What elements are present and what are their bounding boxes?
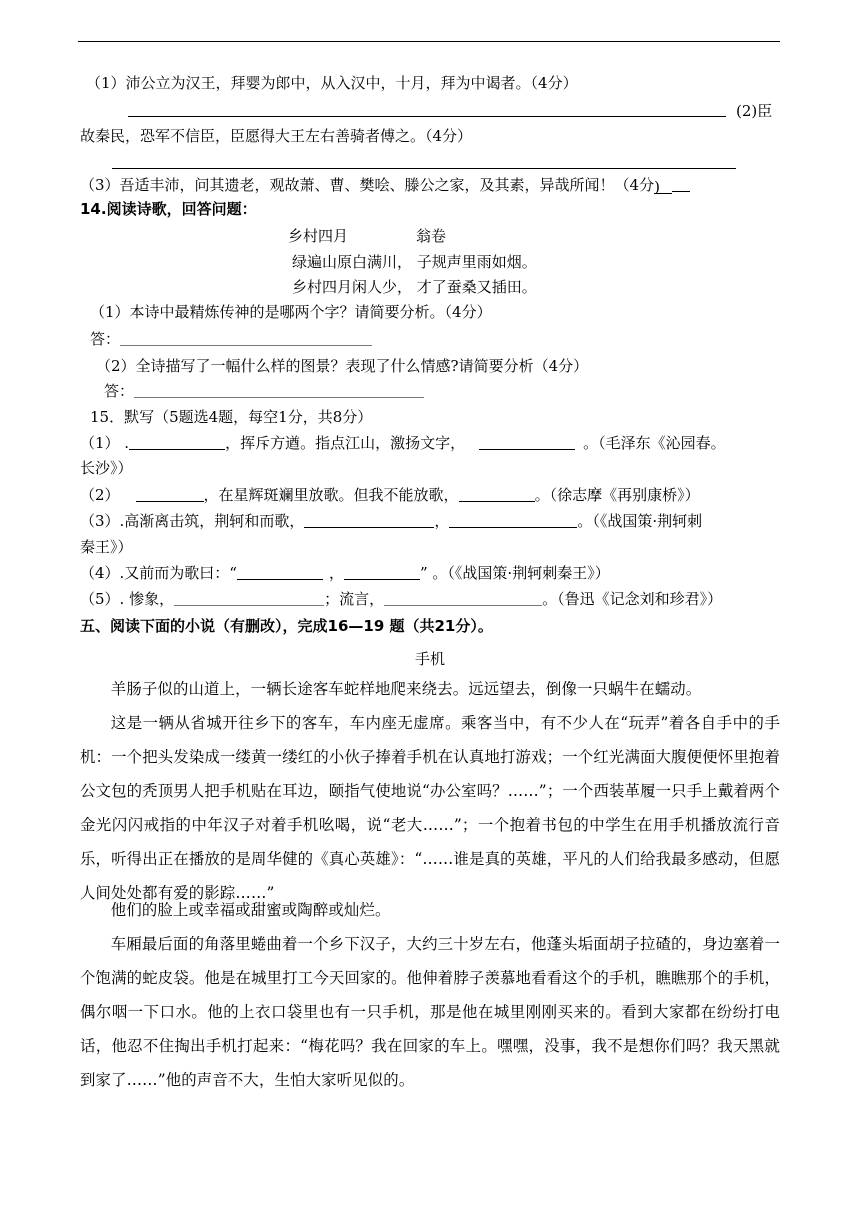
q15-line-2 [80, 485, 700, 505]
answer-blank[interactable] [384, 589, 542, 606]
q14-answer-1 [90, 329, 372, 349]
answer-line-2[interactable] [112, 168, 736, 169]
answer-label: 答： [104, 382, 135, 400]
q15-5-source: 。（鲁迅《记念刘和珍君》） [542, 590, 723, 608]
section-5-heading: 五、阅读下面的小说（有删改），完成16—19 题（共21分）。 [80, 617, 493, 635]
q15-heading: 15．默写（5题选4题，每空1分，共8分） [90, 408, 373, 426]
q14-sub-1: （1）本诗中最精炼传神的是哪两个字？请简要分析。（4分） [90, 303, 492, 321]
q15-1-text: ，挥斥方遒。指点江山，激扬文字， [225, 434, 466, 452]
q15-3-source: 。（《战国策·荆轲刺 [577, 512, 703, 530]
q15-2-source: 。（徐志摩《再别康桥》） [534, 486, 700, 504]
q13-item-2-marker: (2)臣 [736, 102, 773, 120]
q13-item-3 [80, 175, 690, 195]
q15-2-text: ，在星辉斑斓里放歌。但我不能放歌， [203, 486, 459, 504]
answer-blank[interactable] [136, 485, 204, 502]
q15-4-comma: ， [328, 564, 344, 582]
q15-4-source: ” 。（《战国策·荆轲刺秦王》） [420, 564, 610, 582]
answer-blank[interactable] [459, 485, 535, 502]
q15-5-label: （5）. 惨象， [80, 590, 175, 608]
q15-line-3-cont: 秦王》） [80, 538, 133, 556]
q13-item-1: （1）沛公立为汉王，拜婴为郎中，从入汉中，十月，拜为中谒者。（4分） [86, 74, 578, 92]
q14-answer-2 [104, 381, 424, 401]
answer-blank[interactable] [479, 433, 575, 450]
q15-3-label: （3）.高渐离击筑，荆轲和而歌， [80, 512, 305, 530]
header-rule [78, 41, 780, 42]
q13-item-3-tail[interactable]: ) [654, 177, 672, 194]
q13-item-2-text: 故秦民，恐军不信臣，臣愿得大王左右善骑者傅之。（4分） [80, 127, 473, 145]
q15-1-source: 。（毛泽东《沁园春。 [583, 434, 726, 452]
story-title: 手机 [414, 650, 445, 668]
q15-line-3 [80, 511, 702, 531]
q14-heading: 14.阅读诗歌，回答问题： [80, 200, 257, 218]
poem-line-1: 绿遍山原白满川， 子规声里雨如烟。 [292, 253, 537, 271]
q15-line-1-cont: 长沙》） [80, 459, 133, 477]
q15-2-label: （2） [80, 486, 120, 504]
q15-line-4 [80, 563, 610, 583]
answer-blank[interactable] [304, 511, 434, 528]
q15-4-label: （4）.又前而为歌曰：“ [80, 564, 237, 582]
answer-blank[interactable] [672, 175, 690, 192]
answer-blank[interactable] [120, 329, 372, 346]
q15-5-text: ；流言， [324, 590, 385, 608]
story-paragraph-1: 羊肠子似的山道上，一辆长途客车蛇样地爬来绕去。远远望去，倒像一只蜗牛在蠕动。 [110, 680, 702, 698]
story-paragraph-3: 他们的脸上或幸福或甜蜜或陶醉或灿烂。 [110, 901, 391, 919]
answer-blank[interactable] [129, 433, 225, 450]
q15-line-1 [80, 433, 726, 453]
story-paragraph-4: 车厢最后面的角落里蜷曲着一个乡下汉子，大约三十岁左右，他蓬头垢面胡子拉碴的，身边塞着一个饱满的蛇皮袋。他是在城里打工今天回家的。他伸着脖子羡慕地看看这个的手机，瞧瞧那个的手机，偶尔咽一下口水。他的上衣口袋里也有一只手机，那是他在城里刚刚买来的。看到大家都在纷纷打电话，他忍不住掏出手机打起来：“梅花吗？我在回家的车上。嘿嘿，没事，我不是想你们吗？我天黑就到家了……”他的声音不大，生怕大家听见似的。 [80, 935, 780, 1089]
q15-3-comma: ， [434, 512, 450, 530]
q15-line-5 [80, 589, 722, 609]
answer-blank[interactable] [174, 589, 324, 606]
poem-author: 翁卷 [416, 227, 447, 245]
answer-blank[interactable] [237, 563, 323, 580]
story-paragraph-2: 这是一辆从省城开往乡下的客车，车内座无虚席。乘客当中，有不少人在“玩弄”着各自手中的手机：一个把头发染成一缕黄一缕红的小伙子捧着手机在认真地打游戏；一个红光满面大腹便便怀里抱着公文包的秃顶男人把手机贴在耳边，颐指气使地说“办公室吗？……”；一个西装革履一只手上戴着两个金光闪闪戒指的中年汉子对着手机吆喝，说“老大……”；一个抱着书包的中学生在用手机播放流行音乐，听得出正在播放的是周华健的《真心英雄》：“……谁是真的英雄，平凡的人们给我最多感动，但愿人间处处都有爱的影踪……” [80, 714, 780, 902]
q13-item-3-text: （3）吾适丰沛，问其遗老，观故萧、曹、樊哙、滕公之家，及其素，异哉所闻！（4分 [80, 176, 655, 194]
answer-blank[interactable] [344, 563, 420, 580]
poem-title: 乡村四月 [288, 227, 349, 245]
answer-line-1[interactable] [128, 116, 726, 117]
poem-line-2: 乡村四月闲人少， 才了蚕桑又插田。 [292, 278, 537, 296]
q14-sub-2: （2）全诗描写了一幅什么样的图景？表现了什么情感?请简要分析（4分） [96, 357, 589, 375]
answer-blank[interactable] [134, 381, 424, 398]
answer-label: 答： [90, 330, 121, 348]
answer-blank[interactable] [449, 511, 577, 528]
q15-1-label: （1） . [80, 434, 130, 452]
